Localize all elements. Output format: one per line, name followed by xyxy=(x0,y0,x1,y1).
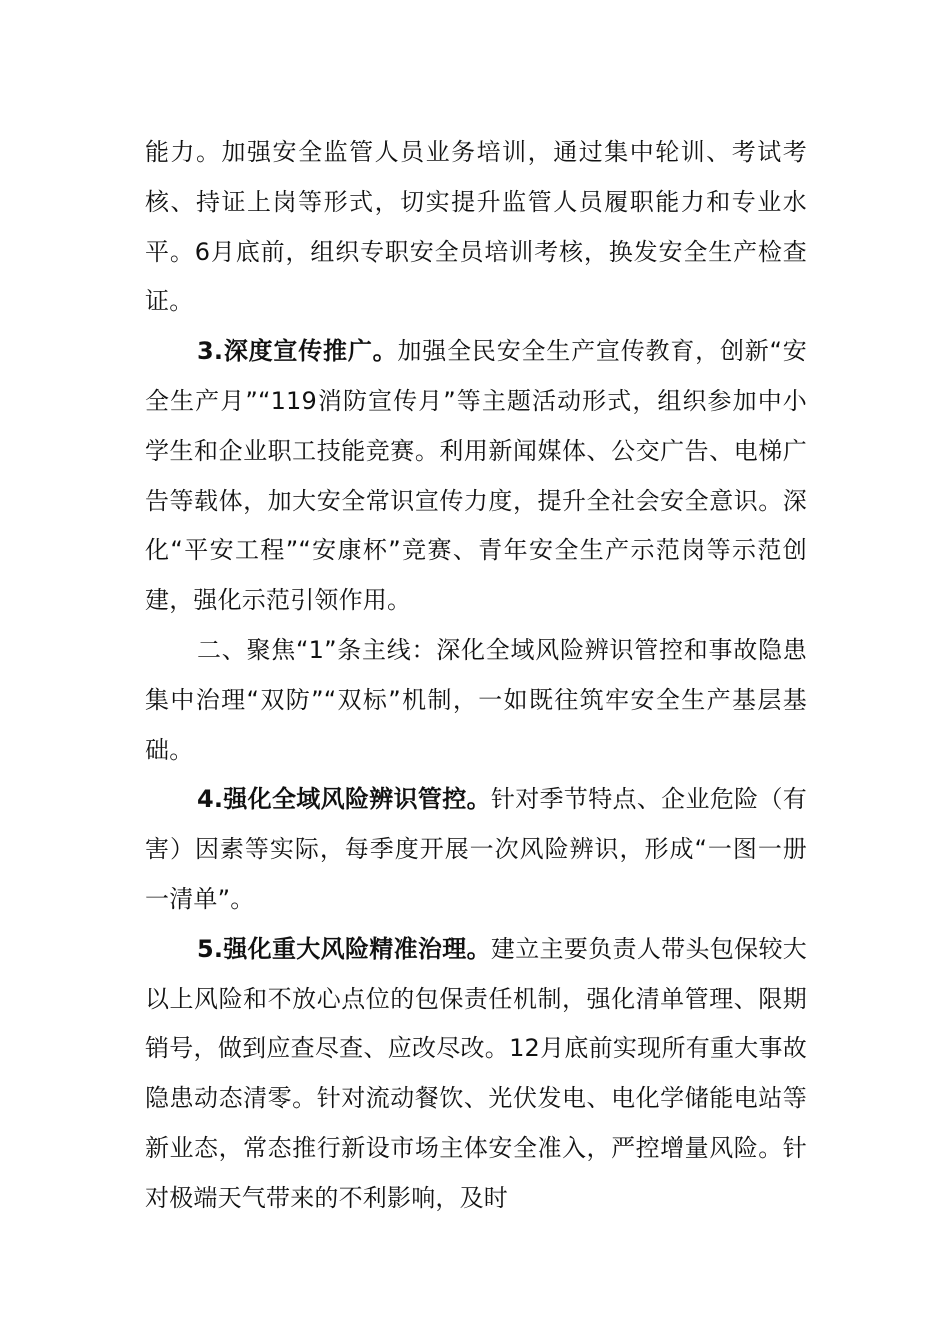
section-two-heading xyxy=(145,626,807,775)
paragraph-major-risk-governance xyxy=(145,925,807,1224)
paragraph-heading: 3.深度宣传推广。 xyxy=(197,337,398,366)
paragraph-text: 二、聚焦“1”条主线：深化全域风险辨识管控和事故隐患集中治理“双防”“双标”机制，一如既往筑牢安全生产基层基础。 xyxy=(145,635,807,764)
paragraph-text: 加强全民安全生产宣传教育，创新“安全生产月”“119消防宣传月”等主题活动形式，组织参加中小学生和企业职工技能竞赛。利用新闻媒体、公交广告、电梯广告等载体，加大安全常识宣传力度，提升全社会安全意识。深化“平安工程”“安康杯”竞赛、青年安全生产示范岗等示范创建，强化示范引领作用。 xyxy=(145,337,807,615)
document-body xyxy=(145,128,807,1224)
paragraph-text: 针对季节特点、企业危险（有害）因素等实际，每季度开展一次风险辨识，形成“一图一册一清单”。 xyxy=(145,785,807,913)
paragraph-risk-identification xyxy=(145,775,807,924)
paragraph-text: 能力。加强安全监管人员业务培训，通过集中轮训、考试考核、持证上岗等形式，切实提升监管人员履职能力和专业水平。6月底前，组织专职安全员培训考核，换发安全生产检查证。 xyxy=(145,138,807,316)
paragraph-continuation xyxy=(145,128,807,327)
paragraph-heading: 5.强化重大风险精准治理。 xyxy=(197,934,491,963)
paragraph-heading: 4.强化全域风险辨识管控。 xyxy=(197,785,491,814)
paragraph-text: 建立主要负责人带头包保较大以上风险和不放心点位的包保责任机制，强化清单管理、限期销号，做到应查尽查、应改尽改。12月底前实现所有重大事故隐患动态清零。针对流动餐饮、光伏发电、电化学储能电站等新业态，常态推行新设市场主体安全准入，严控增量风险。针对极端天气带来的不利影响，及时 xyxy=(145,934,807,1212)
paragraph-publicity xyxy=(145,327,807,626)
